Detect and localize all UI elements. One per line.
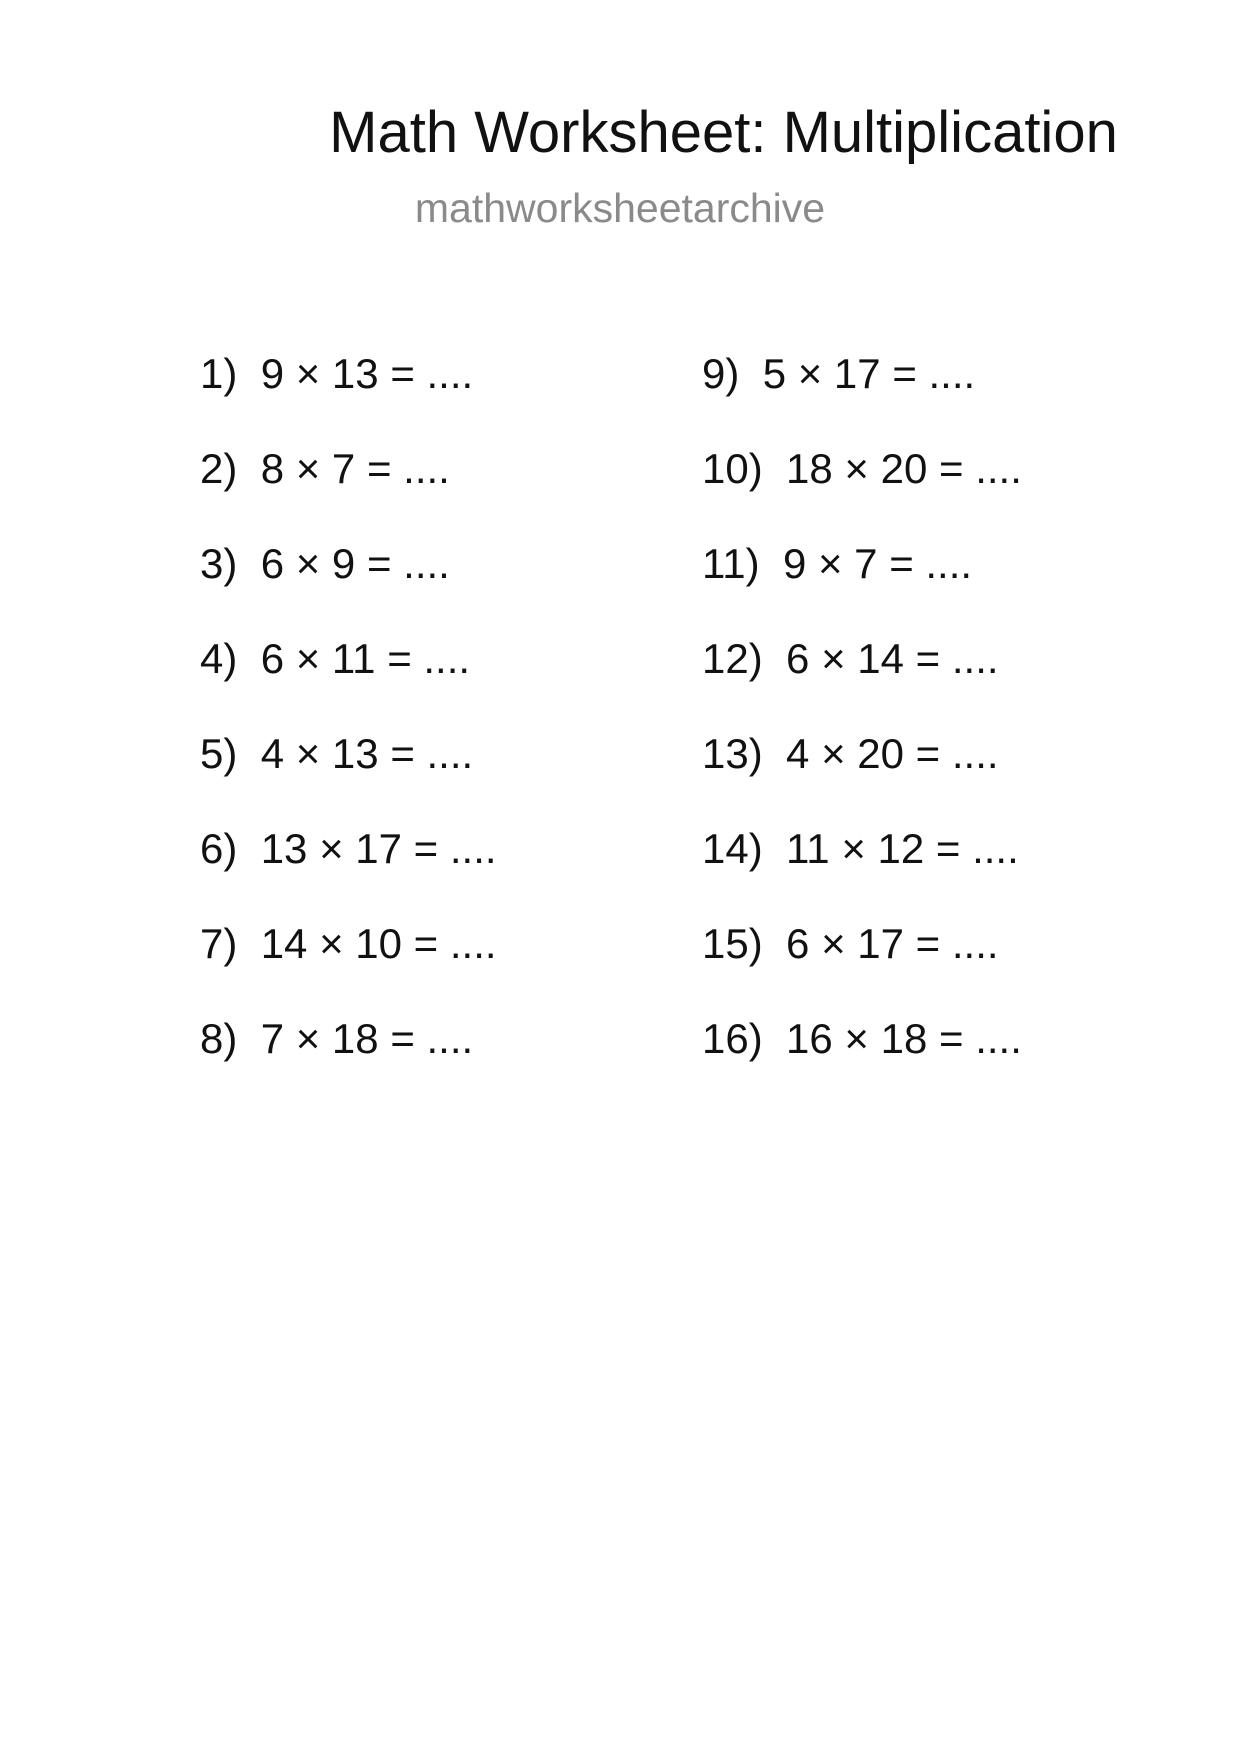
problem-expression: 4 × 20 = ....	[786, 730, 999, 777]
page-subtitle: mathworksheetarchive	[414, 185, 826, 231]
problem-3	[200, 538, 497, 633]
problem-14	[702, 823, 1022, 918]
problem-number: 4)	[200, 635, 238, 682]
problem-5	[200, 728, 497, 823]
problem-number: 12)	[702, 635, 763, 682]
problem-number: 7)	[200, 920, 238, 967]
problem-expression: 7 × 18 = ....	[260, 1015, 474, 1062]
problem-number: 14)	[702, 825, 763, 872]
page-title: Math Worksheet: Multiplication	[329, 100, 1118, 165]
problem-8	[200, 1013, 497, 1108]
problem-expression: 6 × 17 = ....	[786, 920, 999, 967]
problem-expression: 13 × 17 = ....	[260, 825, 497, 872]
problem-13	[702, 728, 1022, 823]
problem-number: 2)	[200, 445, 238, 492]
problem-expression: 18 × 20 = ....	[786, 445, 1022, 492]
problem-number: 8)	[200, 1015, 238, 1062]
problem-6	[200, 823, 497, 918]
problem-12	[702, 633, 1022, 728]
problem-expression: 16 × 18 = ....	[786, 1015, 1022, 1062]
problem-number: 16)	[702, 1015, 763, 1062]
problem-number: 1)	[200, 350, 238, 397]
problem-10	[702, 443, 1022, 538]
problem-number: 13)	[702, 730, 763, 777]
problem-4	[200, 633, 497, 728]
problem-expression: 6 × 14 = ....	[786, 635, 999, 682]
problem-number: 15)	[702, 920, 763, 967]
problem-9	[702, 348, 1022, 443]
problem-number: 9)	[702, 350, 740, 397]
problem-number: 3)	[200, 540, 238, 587]
problem-7	[200, 918, 497, 1013]
problem-expression: 14 × 10 = ....	[260, 920, 497, 967]
problem-15	[702, 918, 1022, 1013]
left-problem-column	[200, 348, 497, 1108]
problem-expression: 9 × 7 = ....	[782, 540, 973, 587]
problem-expression: 11 × 12 = ....	[786, 825, 1019, 872]
problem-expression: 5 × 17 = ....	[762, 350, 976, 397]
problem-number: 10)	[702, 445, 763, 492]
problem-expression: 8 × 7 = ....	[260, 445, 450, 492]
problem-expression: 6 × 11 = ....	[260, 635, 471, 682]
problem-number: 5)	[200, 730, 238, 777]
problem-expression: 6 × 9 = ....	[260, 540, 450, 587]
problem-1	[200, 348, 497, 443]
problem-2	[200, 443, 497, 538]
problem-11	[702, 538, 1022, 633]
problem-expression: 4 × 13 = ....	[260, 730, 474, 777]
problem-number: 11)	[702, 540, 760, 587]
problem-expression: 9 × 13 = ....	[260, 350, 474, 397]
problem-number: 6)	[200, 825, 238, 872]
right-problem-column	[702, 348, 1022, 1108]
problem-16	[702, 1013, 1022, 1108]
